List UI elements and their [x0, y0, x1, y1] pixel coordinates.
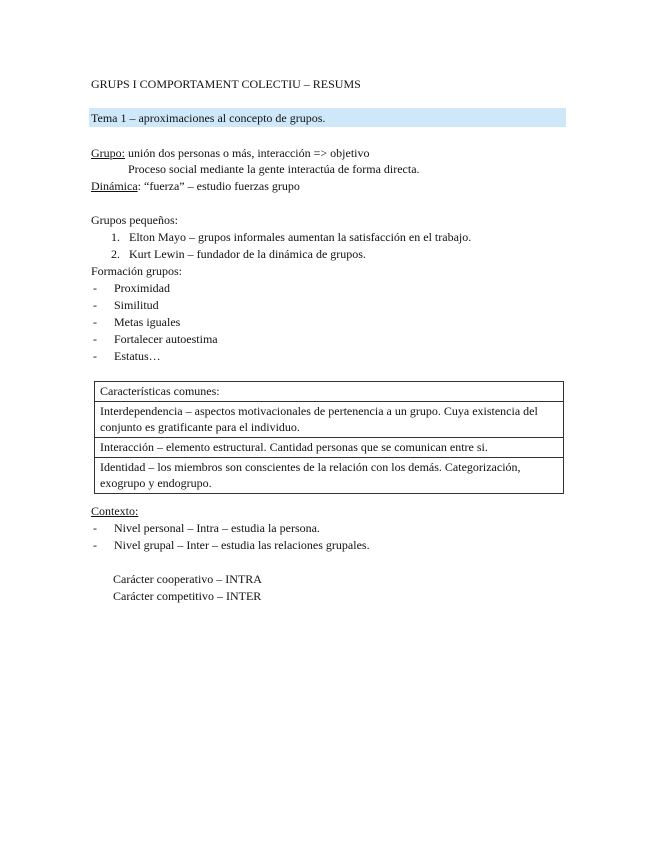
dash-bullet: -	[93, 281, 97, 295]
list-item: Estatus…	[114, 349, 161, 363]
caracter-competitivo: Carácter competitivo – INTER	[113, 589, 262, 603]
contexto-heading: Contexto:	[91, 504, 139, 518]
dash-bullet: -	[93, 332, 97, 346]
dash-bullet: -	[93, 298, 97, 312]
table-row	[95, 382, 564, 402]
grupo-definition	[91, 145, 370, 161]
list-item: Nivel grupal – Inter – estudia las relaciones grupales.	[114, 538, 370, 552]
table-cell: Identidad – los miembros son conscientes de la relación con los demás. Categorización, exogrupo y endogrupo.	[95, 458, 564, 494]
list-item: Proximidad	[114, 281, 170, 295]
grupo-detail: Proceso social mediante la gente interactúa de forma directa.	[128, 162, 420, 176]
grupo-text: unión dos personas o más, interacción => objetivo	[125, 146, 370, 160]
list-item	[111, 229, 471, 245]
list-item: Nivel personal – Intra – estudia la persona.	[114, 521, 320, 535]
list-number: 1.	[111, 230, 120, 244]
dinamica-label: Dinámica	[91, 179, 138, 193]
caracter-cooperativo: Carácter cooperativo – INTRA	[113, 572, 262, 586]
table-cell: Interacción – elemento estructural. Cantidad personas que se comunican entre si.	[95, 438, 564, 458]
dash-bullet: -	[93, 349, 97, 363]
dinamica-text: : “fuerza” – estudio fuerzas grupo	[137, 179, 300, 193]
document-title: GRUPS I COMPORTAMENT COLECTIU – RESUMS	[91, 77, 361, 91]
dash-bullet: -	[93, 521, 97, 535]
dinamica-definition	[91, 178, 300, 194]
table-row	[95, 458, 564, 494]
formacion-heading: Formación grupos:	[91, 264, 182, 278]
table-cell: Características comunes:	[95, 382, 564, 402]
dash-bullet: -	[93, 315, 97, 329]
table-row	[95, 438, 564, 458]
list-item: Fortalecer autoestima	[114, 332, 218, 346]
list-item: Similitud	[114, 298, 159, 312]
caracteristicas-table	[94, 381, 564, 494]
list-text: Elton Mayo – grupos informales aumentan la satisfacción en el trabajo.	[129, 230, 472, 244]
grupo-label: Grupo:	[91, 146, 125, 160]
list-item	[111, 246, 366, 262]
list-text: Kurt Lewin – fundador de la dinámica de grupos.	[129, 247, 366, 261]
grupos-pequenos-heading: Grupos pequeños:	[91, 213, 178, 227]
list-item: Metas iguales	[114, 315, 181, 329]
table-row	[95, 402, 564, 438]
table-cell: Interdependencia – aspectos motivacionales de pertenencia a un grupo. Cuya existencia del conjunto es gratificante para el individuo.	[95, 402, 564, 438]
list-number: 2.	[111, 247, 120, 261]
tema-heading: Tema 1 – aproximaciones al concepto de grupos.	[91, 111, 326, 125]
dash-bullet: -	[93, 538, 97, 552]
